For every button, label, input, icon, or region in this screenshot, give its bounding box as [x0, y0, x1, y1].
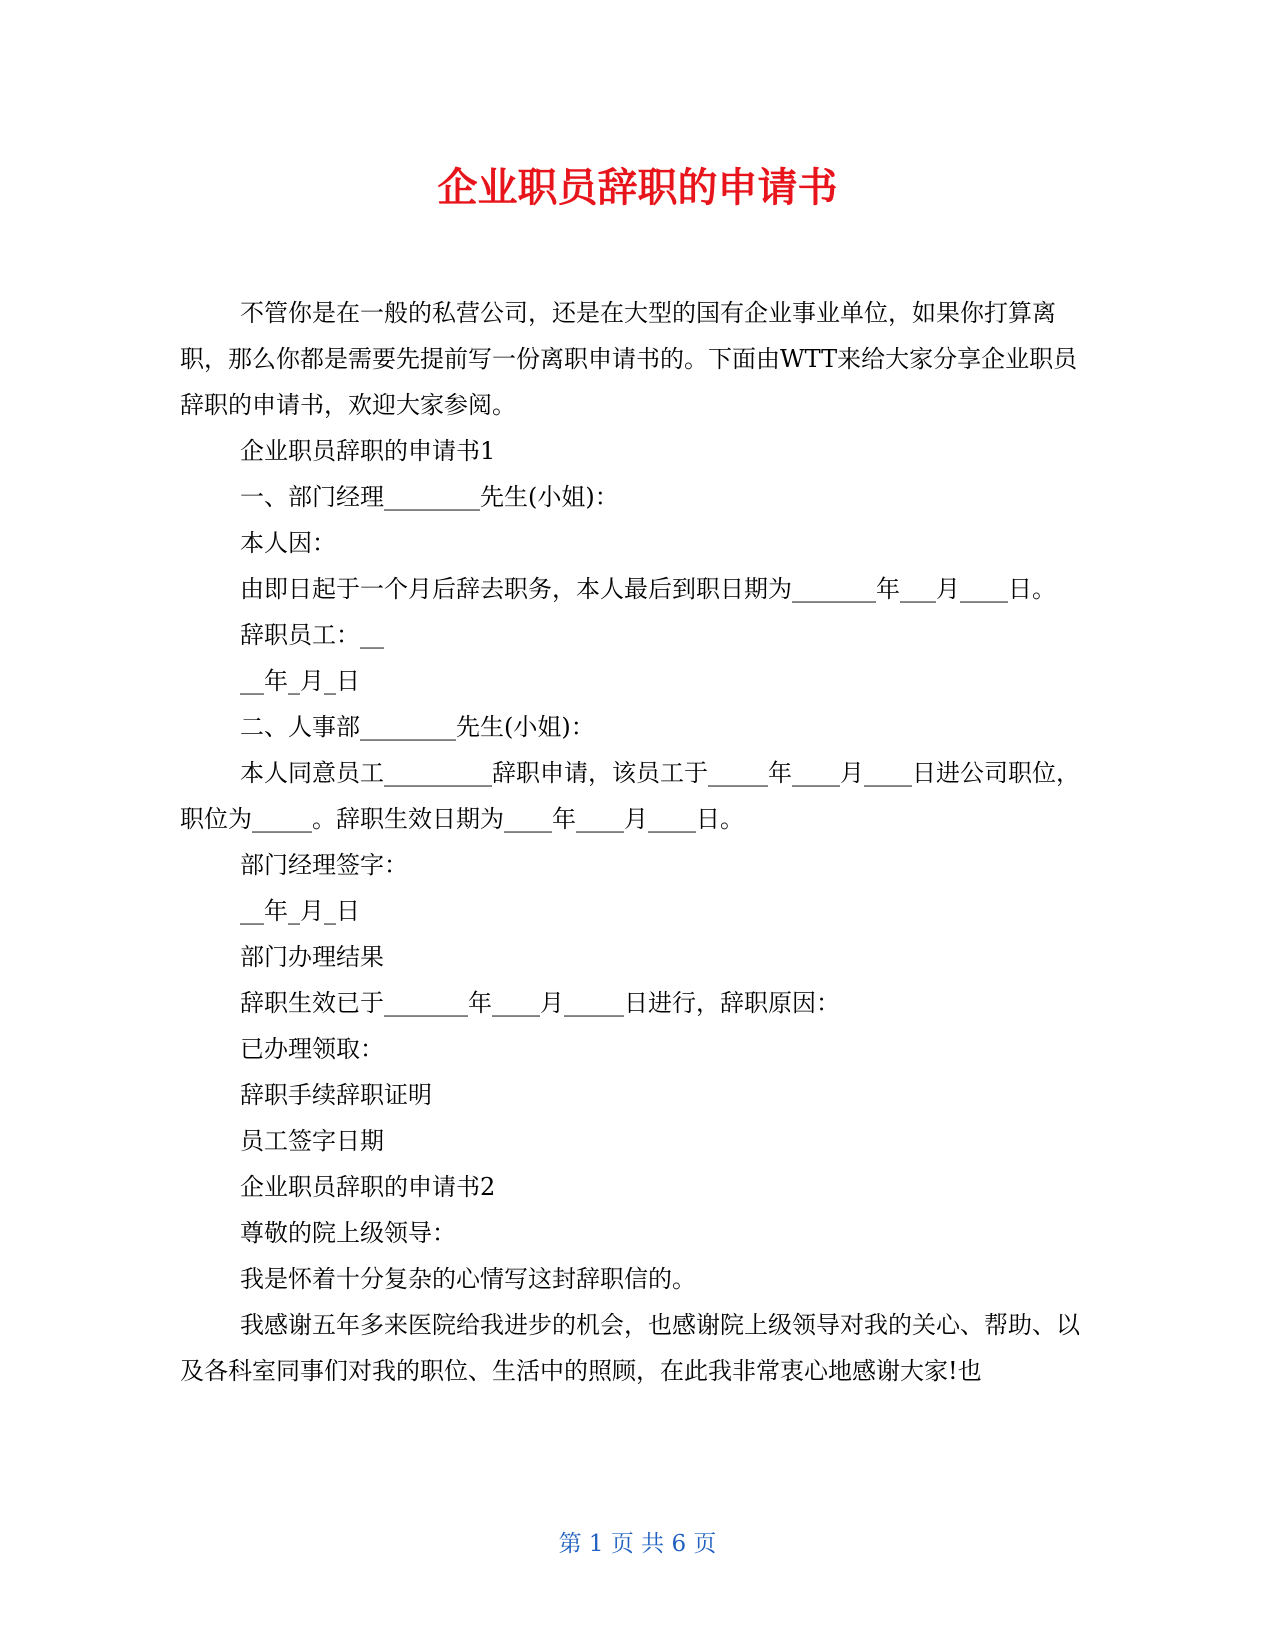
paragraph: 二、人事部________先生(小姐)：: [240, 713, 595, 741]
paragraph: 辞职生效已于_______年____月_____日进行，辞职原因：: [240, 989, 840, 1017]
paragraph: 由即日起于一个月后辞去职务，本人最后到职日期为_______年___月____日。: [240, 575, 1056, 603]
page-title: 企业职员辞职的申请书: [437, 165, 838, 211]
paragraph: 部门办理结果: [240, 943, 384, 971]
paragraph: 员工签字日期: [240, 1127, 384, 1155]
paragraph: 我感谢五年多来医院给我进步的机会，也感谢院上级领导对我的关心、帮助、以及各科室同事们对我的职位、生活中的照顾，在此我非常衷心地感谢大家!也: [180, 1311, 1080, 1385]
paragraph: __年_月_日: [240, 897, 360, 925]
paragraph: 部门经理签字：: [240, 851, 408, 879]
paragraph: 本人同意员工_________辞职申请，该员工于_____年____月____日进公司职位，职位为_____。辞职生效日期为____年____月____日。: [180, 759, 1080, 833]
paragraph: 尊敬的院上级领导：: [240, 1219, 456, 1247]
section-heading-2: 企业职员辞职的申请书2: [240, 1173, 496, 1201]
paragraph-intro: 不管你是在一般的私营公司，还是在大型的国有企业事业单位，如果你打算离职，那么你都是需要先提前写一份离职申请书的。下面由WTT来给大家分享企业职员辞职的申请书，欢迎大家参阅。: [180, 299, 1078, 419]
paragraph: __年_月_日: [240, 667, 360, 695]
page-footer: 第 1 页 共 6 页: [558, 1531, 717, 1557]
section-heading-1: 企业职员辞职的申请书1: [240, 437, 496, 465]
paragraph: 我是怀着十分复杂的心情写这封辞职信的。: [240, 1265, 696, 1293]
document-body: [180, 290, 1080, 1394]
paragraph: 辞职手续辞职证明: [240, 1081, 432, 1109]
paragraph: 已办理领取：: [240, 1035, 384, 1063]
paragraph: 一、部门经理________先生(小姐)：: [240, 483, 619, 511]
paragraph: 本人因：: [240, 529, 336, 557]
paragraph: 辞职员工：__: [240, 621, 384, 649]
